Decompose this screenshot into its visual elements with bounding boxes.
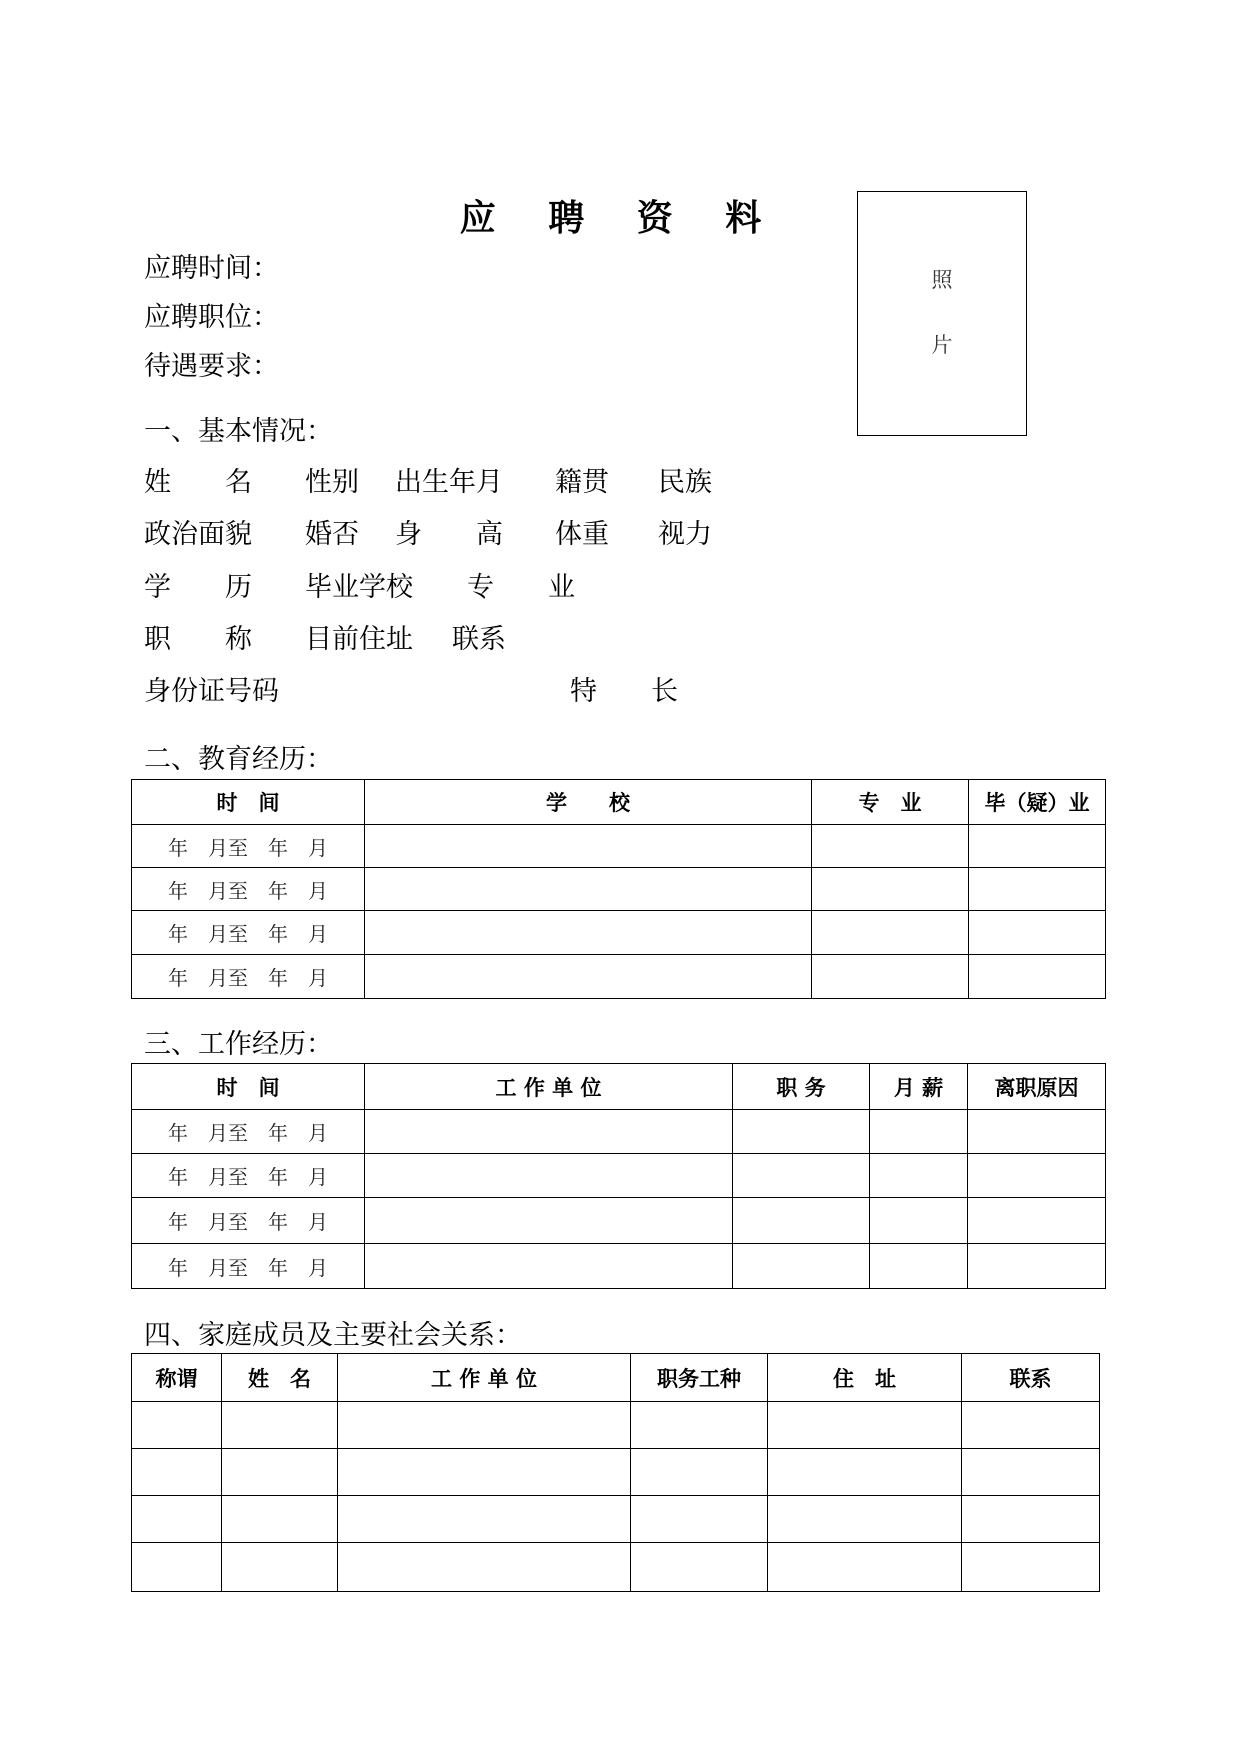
apply-time-label: 应聘时间： bbox=[144, 253, 279, 284]
family-name-cell[interactable] bbox=[222, 1496, 338, 1543]
table-row bbox=[132, 911, 1106, 955]
family-address-cell[interactable] bbox=[768, 1449, 962, 1496]
field-birth: 出生年月 bbox=[395, 467, 503, 498]
family-employer-cell[interactable] bbox=[338, 1449, 631, 1496]
family-header-relation: 称谓 bbox=[132, 1354, 222, 1402]
table-row bbox=[132, 1198, 1106, 1244]
work-salary-cell[interactable] bbox=[870, 1154, 968, 1198]
field-ethnicity: 民族 bbox=[658, 467, 712, 498]
field-marital: 婚否 bbox=[305, 519, 359, 550]
family-contact-cell[interactable] bbox=[962, 1449, 1100, 1496]
family-relation-cell[interactable] bbox=[132, 1402, 222, 1449]
edu-major-cell[interactable] bbox=[812, 911, 969, 955]
work-position-cell[interactable] bbox=[733, 1154, 870, 1198]
field-education: 学 历 bbox=[144, 572, 252, 603]
field-native-place: 籍贯 bbox=[555, 467, 609, 498]
photo-label-line1: 照 bbox=[931, 268, 953, 292]
edu-time-cell[interactable]: 年 月至 年 月 bbox=[132, 911, 365, 955]
table-row bbox=[132, 1154, 1106, 1198]
edu-graduation-cell[interactable] bbox=[969, 911, 1106, 955]
work-time-cell[interactable]: 年 月至 年 月 bbox=[132, 1154, 365, 1198]
field-eyesight: 视力 bbox=[658, 519, 712, 550]
field-gender: 性别 bbox=[305, 467, 359, 498]
field-name: 姓 名 bbox=[144, 467, 252, 498]
field-title: 职 称 bbox=[144, 624, 252, 655]
family-name-cell[interactable] bbox=[222, 1449, 338, 1496]
family-job-cell[interactable] bbox=[631, 1496, 768, 1543]
work-time-cell[interactable]: 年 月至 年 月 bbox=[132, 1198, 365, 1244]
work-employer-cell[interactable] bbox=[365, 1154, 733, 1198]
family-contact-cell[interactable] bbox=[962, 1496, 1100, 1543]
work-table bbox=[131, 1063, 1106, 1289]
work-leave-reason-cell[interactable] bbox=[968, 1110, 1106, 1154]
family-address-cell[interactable] bbox=[768, 1496, 962, 1543]
family-contact-cell[interactable] bbox=[962, 1543, 1100, 1592]
work-position-cell[interactable] bbox=[733, 1110, 870, 1154]
family-name-cell[interactable] bbox=[222, 1402, 338, 1449]
field-id-number: 身份证号码 bbox=[144, 676, 279, 707]
family-address-cell[interactable] bbox=[768, 1543, 962, 1592]
field-address: 目前住址 bbox=[305, 624, 413, 655]
family-contact-cell[interactable] bbox=[962, 1402, 1100, 1449]
family-address-cell[interactable] bbox=[768, 1402, 962, 1449]
work-time-cell[interactable]: 年 月至 年 月 bbox=[132, 1110, 365, 1154]
family-relation-cell[interactable] bbox=[132, 1449, 222, 1496]
edu-school-cell[interactable] bbox=[365, 868, 812, 911]
education-table bbox=[131, 779, 1106, 999]
field-height: 身 高 bbox=[395, 519, 503, 550]
edu-school-cell[interactable] bbox=[365, 825, 812, 868]
field-school: 毕业学校 bbox=[305, 572, 413, 603]
work-employer-cell[interactable] bbox=[365, 1110, 733, 1154]
work-leave-reason-cell[interactable] bbox=[968, 1154, 1106, 1198]
table-row bbox=[132, 955, 1106, 999]
family-job-cell[interactable] bbox=[631, 1402, 768, 1449]
apply-position-label: 应聘职位： bbox=[144, 302, 279, 333]
family-employer-cell[interactable] bbox=[338, 1496, 631, 1543]
education-heading: 二、教育经历： bbox=[144, 744, 333, 775]
edu-school-cell[interactable] bbox=[365, 955, 812, 999]
edu-time-cell[interactable]: 年 月至 年 月 bbox=[132, 955, 365, 999]
field-political-status: 政治面貌 bbox=[144, 519, 252, 550]
edu-time-cell[interactable]: 年 月至 年 月 bbox=[132, 868, 365, 911]
family-job-cell[interactable] bbox=[631, 1543, 768, 1592]
work-position-cell[interactable] bbox=[733, 1244, 870, 1289]
work-header-salary: 月 薪 bbox=[870, 1064, 968, 1110]
family-employer-cell[interactable] bbox=[338, 1402, 631, 1449]
table-row bbox=[132, 1244, 1106, 1289]
table-row bbox=[132, 1402, 1100, 1449]
edu-header-time: 时 间 bbox=[132, 780, 365, 825]
family-name-cell[interactable] bbox=[222, 1543, 338, 1592]
family-job-cell[interactable] bbox=[631, 1449, 768, 1496]
work-time-cell[interactable]: 年 月至 年 月 bbox=[132, 1244, 365, 1289]
edu-major-cell[interactable] bbox=[812, 868, 969, 911]
page-title: 应 聘 资 料 bbox=[459, 197, 782, 239]
work-leave-reason-cell[interactable] bbox=[968, 1198, 1106, 1244]
work-employer-cell[interactable] bbox=[365, 1198, 733, 1244]
edu-graduation-cell[interactable] bbox=[969, 825, 1106, 868]
family-header-address: 住 址 bbox=[768, 1354, 962, 1402]
edu-header-major: 专 业 bbox=[812, 780, 969, 825]
edu-header-school: 学 校 bbox=[365, 780, 812, 825]
basic-info-heading: 一、基本情况： bbox=[144, 416, 333, 447]
work-position-cell[interactable] bbox=[733, 1198, 870, 1244]
family-relation-cell[interactable] bbox=[132, 1543, 222, 1592]
photo-label-line2: 片 bbox=[931, 333, 953, 357]
work-heading: 三、工作经历： bbox=[144, 1029, 333, 1060]
work-header-employer: 工 作 单 位 bbox=[365, 1064, 733, 1110]
work-salary-cell[interactable] bbox=[870, 1244, 968, 1289]
field-weight: 体重 bbox=[555, 519, 609, 550]
family-table bbox=[131, 1353, 1100, 1592]
family-header-contact: 联系 bbox=[962, 1354, 1100, 1402]
family-relation-cell[interactable] bbox=[132, 1496, 222, 1543]
photo-box[interactable] bbox=[857, 191, 1027, 436]
edu-school-cell[interactable] bbox=[365, 911, 812, 955]
family-header-employer: 工 作 单 位 bbox=[338, 1354, 631, 1402]
work-leave-reason-cell[interactable] bbox=[968, 1244, 1106, 1289]
family-employer-cell[interactable] bbox=[338, 1543, 631, 1592]
table-row bbox=[132, 825, 1106, 868]
edu-major-cell[interactable] bbox=[812, 825, 969, 868]
edu-graduation-cell[interactable] bbox=[969, 955, 1106, 999]
field-major: 专 业 bbox=[467, 572, 575, 603]
work-employer-cell[interactable] bbox=[365, 1244, 733, 1289]
field-specialty: 特 长 bbox=[570, 676, 678, 707]
work-header-time: 时 间 bbox=[132, 1064, 365, 1110]
work-salary-cell[interactable] bbox=[870, 1110, 968, 1154]
work-header-position: 职 务 bbox=[733, 1064, 870, 1110]
salary-requirement-label: 待遇要求： bbox=[144, 351, 279, 382]
family-header-job: 职务工种 bbox=[631, 1354, 768, 1402]
work-header-leave-reason: 离职原因 bbox=[968, 1064, 1106, 1110]
table-row bbox=[132, 1110, 1106, 1154]
edu-graduation-cell[interactable] bbox=[969, 868, 1106, 911]
edu-major-cell[interactable] bbox=[812, 955, 969, 999]
table-row bbox=[132, 1496, 1100, 1543]
field-contact: 联系 bbox=[452, 624, 506, 655]
edu-header-graduation: 毕（疑）业 bbox=[969, 780, 1106, 825]
table-row bbox=[132, 868, 1106, 911]
work-salary-cell[interactable] bbox=[870, 1198, 968, 1244]
edu-time-cell[interactable]: 年 月至 年 月 bbox=[132, 825, 365, 868]
table-row bbox=[132, 1543, 1100, 1592]
family-heading: 四、家庭成员及主要社会关系： bbox=[144, 1320, 522, 1351]
table-row bbox=[132, 1449, 1100, 1496]
family-header-name: 姓 名 bbox=[222, 1354, 338, 1402]
